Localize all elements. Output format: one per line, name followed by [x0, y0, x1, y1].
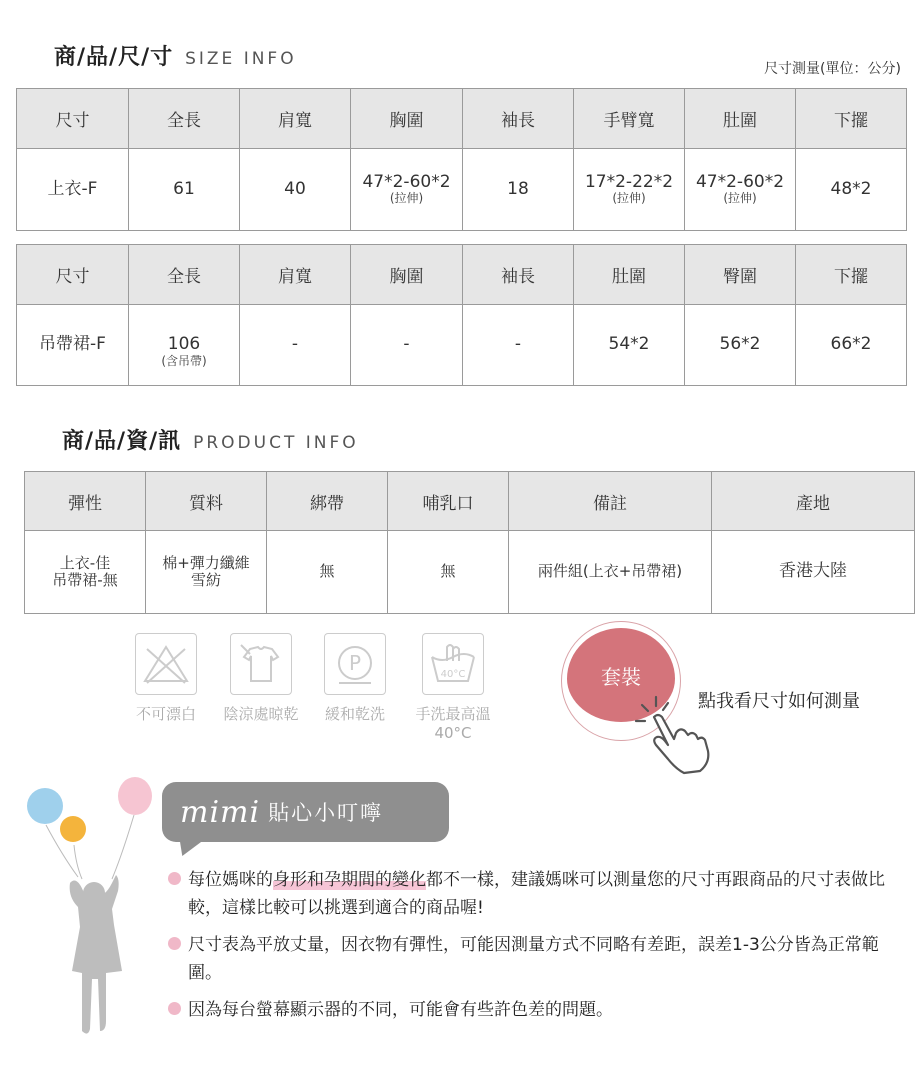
header-length: 全長: [129, 245, 240, 305]
cell-length: 61: [129, 149, 240, 231]
cell-sleeve: 18: [463, 149, 574, 231]
size-title-zh: 商/品/尺/寸: [54, 45, 174, 70]
cell-chest: -: [351, 305, 463, 386]
header-nursing: 哺乳口: [388, 472, 509, 531]
top-size-table: [16, 88, 907, 231]
header-arm-width: 手臂寬: [574, 89, 685, 149]
cell-shoulder: 40: [240, 149, 351, 231]
tips-title-bubble: [162, 782, 449, 842]
header-belly: 肚圍: [685, 89, 796, 149]
cell-arm-width: 17*2-22*2 (拉伸): [574, 149, 685, 231]
svg-text:P: P: [348, 651, 362, 675]
header-chest: 胸圍: [351, 89, 463, 149]
header-shoulder: 肩寬: [240, 89, 351, 149]
cell-nursing: 無: [388, 531, 509, 614]
header-size: 尺寸: [17, 245, 129, 305]
balloon-orange: [60, 816, 86, 842]
header-straps: 綁帶: [267, 472, 388, 531]
care-hand-wash: 40°C 手洗最高溫 40°C: [408, 633, 498, 742]
cell-straps: 無: [267, 531, 388, 614]
cell-origin: 香港大陸: [712, 531, 915, 614]
tip-bullet: [168, 872, 181, 885]
bubble-tail: [172, 840, 203, 856]
header-belly: 肚圍: [574, 245, 685, 305]
hand-wash-40-icon: [422, 633, 484, 695]
size-info-title: [54, 40, 297, 71]
header-chest: 胸圍: [351, 245, 463, 305]
cell-length: 106 (含吊帶): [129, 305, 240, 386]
cell-elasticity: 上衣-佳 吊帶裙-無: [25, 531, 146, 614]
cell-notes: 兩件組(上衣+吊帶裙): [509, 531, 712, 614]
cell-size: 吊帶裙-F: [17, 305, 129, 386]
cell-shoulder: -: [240, 305, 351, 386]
tip-bullet: [168, 1002, 181, 1015]
tip-bullet: [168, 937, 181, 950]
cell-belly: 47*2-60*2 (拉伸): [685, 149, 796, 231]
product-title-zh: 商/品/資/訊: [62, 429, 182, 454]
balloon-blue: [27, 788, 63, 824]
dress-size-table: [16, 244, 907, 386]
cell-sleeve: -: [463, 305, 574, 386]
product-title-en: PRODUCT INFO: [193, 433, 359, 453]
header-material: 質料: [146, 472, 267, 531]
header-sleeve: 袖長: [463, 89, 574, 149]
brand-mimi: mimi: [180, 794, 261, 830]
header-hip: 臀圍: [685, 245, 796, 305]
header-size: 尺寸: [17, 89, 129, 149]
header-hem: 下擺: [796, 245, 907, 305]
cell-material: 棉+彈力纖維 雪紡: [146, 531, 267, 614]
outfit-measure-label: 套裝: [567, 628, 675, 722]
measure-guide-link[interactable]: 點我看尺寸如何測量: [698, 691, 860, 712]
tip-item: 因為每台螢幕顯示器的不同，可能會有些許色差的問題。: [168, 996, 908, 1024]
care-gentle-dry-clean: P 緩和乾洗: [316, 633, 394, 724]
cell-hem: 66*2: [796, 305, 907, 386]
care-line-dry: 陰涼處晾乾: [215, 633, 307, 724]
header-shoulder: 肩寬: [240, 245, 351, 305]
cell-hem: 48*2: [796, 149, 907, 231]
header-origin: 產地: [712, 472, 915, 531]
tip-item: 尺寸表為平放丈量，因衣物有彈性，可能因測量方式不同略有差距，誤差1-3公分皆為正常範圍。: [168, 931, 908, 987]
cell-chest: 47*2-60*2 (拉伸): [351, 149, 463, 231]
size-title-en: SIZE INFO: [185, 49, 297, 69]
header-hem: 下擺: [796, 89, 907, 149]
cell-size: 上衣-F: [17, 149, 129, 231]
care-no-bleach: 不可漂白: [128, 633, 204, 724]
tips-list: [168, 866, 908, 1033]
product-info-title: [62, 424, 359, 455]
svg-text:40°C: 40°C: [440, 669, 466, 680]
header-notes: 備註: [509, 472, 712, 531]
header-sleeve: 袖長: [463, 245, 574, 305]
tips-title: 貼心小叮嚀: [268, 801, 384, 825]
gentle-dry-clean-icon: [324, 633, 386, 695]
cell-belly: 54*2: [574, 305, 685, 386]
unit-note: 尺寸測量(單位：公分): [764, 61, 901, 77]
no-bleach-icon: [135, 633, 197, 695]
balloon-pink: [118, 777, 152, 815]
product-info-table: [24, 471, 915, 614]
header-elasticity: 彈性: [25, 472, 146, 531]
header-length: 全長: [129, 89, 240, 149]
line-dry-shade-icon: [230, 633, 292, 695]
cell-hip: 56*2: [685, 305, 796, 386]
girl-balloons-illustration: [22, 775, 162, 1045]
tip-item: 每位媽咪的身形和孕期間的變化都不一樣，建議媽咪可以測量您的尺寸再跟商品的尺寸表做比較，這樣比較可以挑選到適合的商品喔!: [168, 866, 908, 922]
